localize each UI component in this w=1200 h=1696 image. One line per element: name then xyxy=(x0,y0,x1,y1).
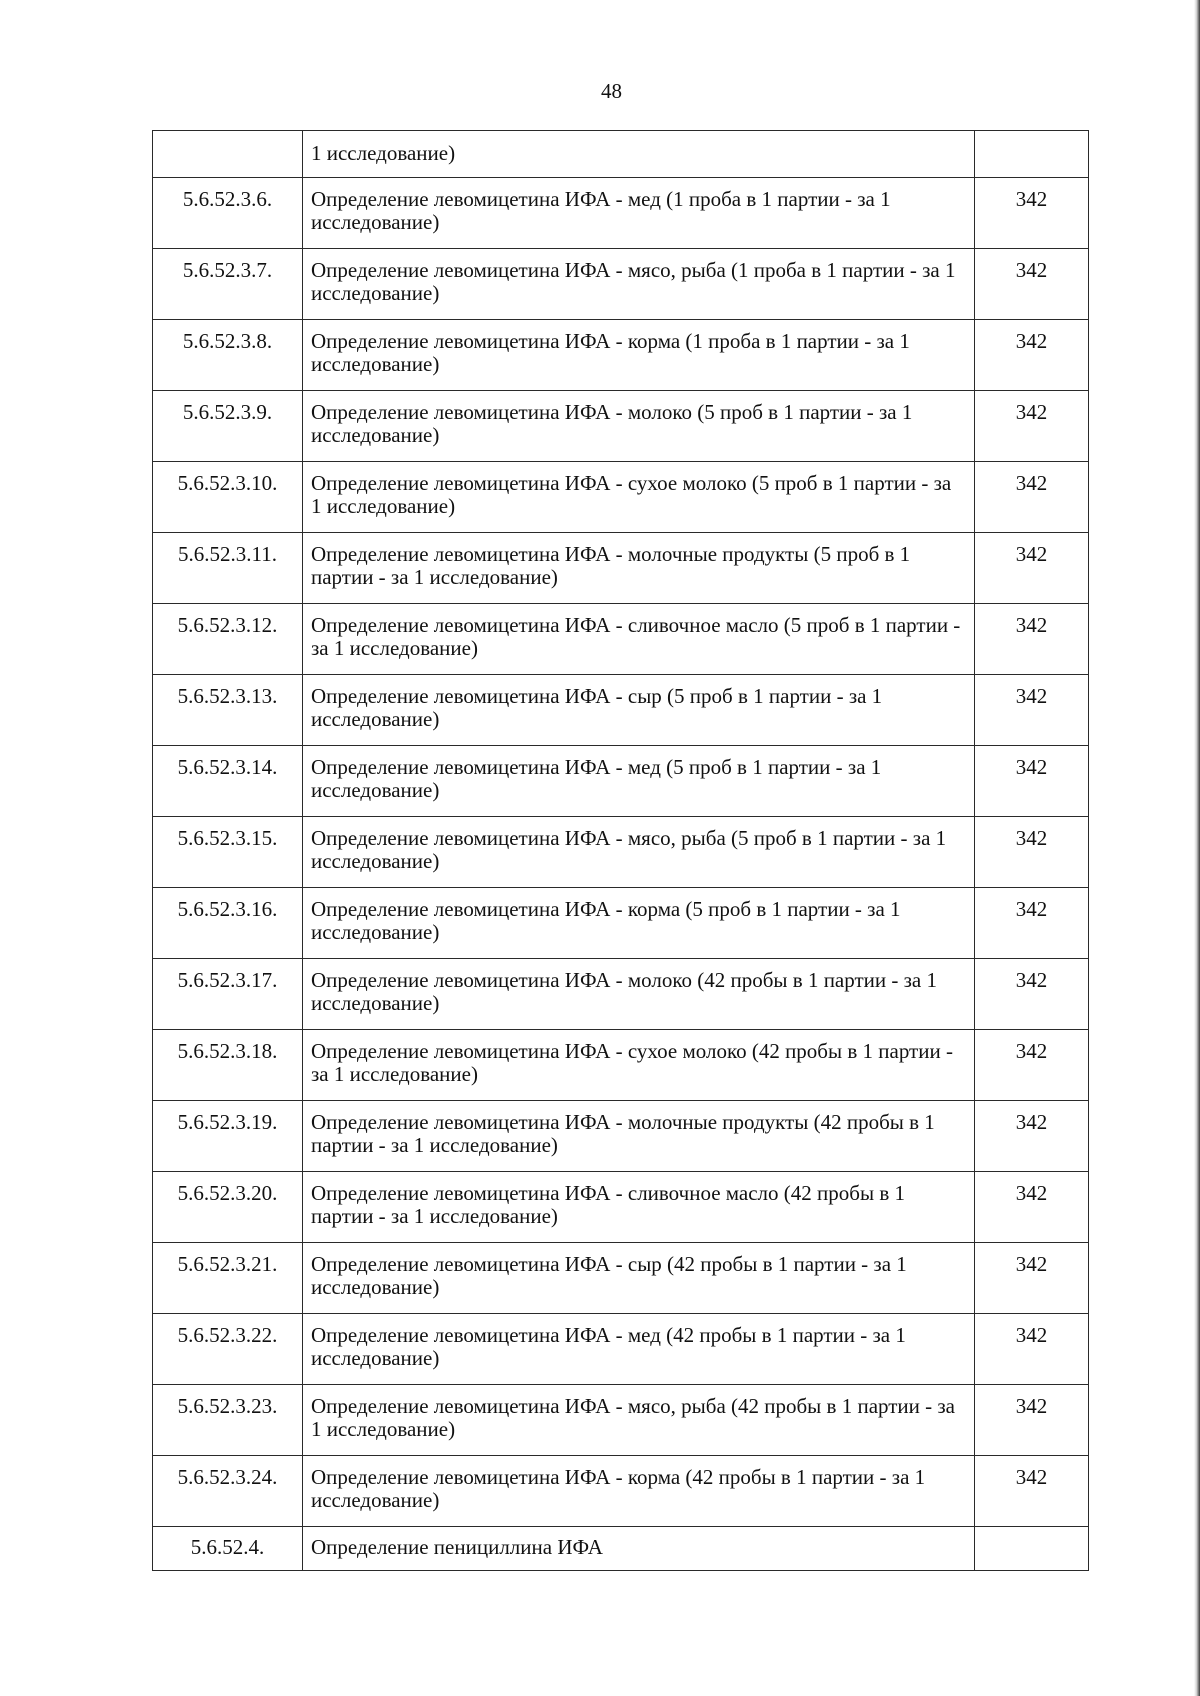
row-name: Определение левомицетина ИФА - сливочное масло (5 проб в 1 партии - за 1 исследование) xyxy=(303,604,975,675)
table-row xyxy=(153,888,1089,959)
row-price: 342 xyxy=(975,1314,1089,1385)
row-price: 342 xyxy=(975,1456,1089,1527)
row-name: Определение левомицетина ИФА - сухое молоко (42 пробы в 1 партии - за 1 исследование) xyxy=(303,1030,975,1101)
table-row xyxy=(153,1172,1089,1243)
row-name: 1 исследование) xyxy=(303,131,975,178)
row-price: 342 xyxy=(975,391,1089,462)
row-code: 5.6.52.3.21. xyxy=(153,1243,303,1314)
row-name: Определение левомицетина ИФА - мед (5 проб в 1 партии - за 1 исследование) xyxy=(303,746,975,817)
table-row xyxy=(153,1385,1089,1456)
price-table xyxy=(152,130,1089,1571)
row-code: 5.6.52.3.18. xyxy=(153,1030,303,1101)
row-code: 5.6.52.3.8. xyxy=(153,320,303,391)
table-row xyxy=(153,675,1089,746)
table-row xyxy=(153,959,1089,1030)
table-row xyxy=(153,178,1089,249)
row-price: 342 xyxy=(975,249,1089,320)
row-code: 5.6.52.3.13. xyxy=(153,675,303,746)
row-code: 5.6.52.3.24. xyxy=(153,1456,303,1527)
row-code xyxy=(153,131,303,178)
row-name: Определение левомицетина ИФА - мед (1 проба в 1 партии - за 1 исследование) xyxy=(303,178,975,249)
row-name: Определение левомицетина ИФА - молочные продукты (5 проб в 1 партии - за 1 исследование) xyxy=(303,533,975,604)
row-name: Определение левомицетина ИФА - корма (5 проб в 1 партии - за 1 исследование) xyxy=(303,888,975,959)
table-row xyxy=(153,533,1089,604)
row-price: 342 xyxy=(975,320,1089,391)
row-code: 5.6.52.3.16. xyxy=(153,888,303,959)
row-code: 5.6.52.3.17. xyxy=(153,959,303,1030)
row-code: 5.6.52.3.9. xyxy=(153,391,303,462)
row-name: Определение левомицетина ИФА - мясо, рыба (42 пробы в 1 партии - за 1 исследование) xyxy=(303,1385,975,1456)
row-code: 5.6.52.3.6. xyxy=(153,178,303,249)
table-row xyxy=(153,746,1089,817)
row-price: 342 xyxy=(975,604,1089,675)
row-name: Определение левомицетина ИФА - сыр (42 пробы в 1 партии - за 1 исследование) xyxy=(303,1243,975,1314)
row-price: 342 xyxy=(975,178,1089,249)
row-code: 5.6.52.3.12. xyxy=(153,604,303,675)
row-price: 342 xyxy=(975,462,1089,533)
row-name: Определение левомицетина ИФА - мясо, рыба (5 проб в 1 партии - за 1 исследование) xyxy=(303,817,975,888)
row-price: 342 xyxy=(975,1030,1089,1101)
row-name: Определение левомицетина ИФА - мясо, рыба (1 проба в 1 партии - за 1 исследование) xyxy=(303,249,975,320)
table-row xyxy=(153,1101,1089,1172)
row-price: 342 xyxy=(975,959,1089,1030)
row-name: Определение левомицетина ИФА - сыр (5 проб в 1 партии - за 1 исследование) xyxy=(303,675,975,746)
table-row xyxy=(153,391,1089,462)
row-price: 342 xyxy=(975,817,1089,888)
row-name: Определение левомицетина ИФА - сухое молоко (5 проб в 1 партии - за 1 исследование) xyxy=(303,462,975,533)
row-price: 342 xyxy=(975,888,1089,959)
row-price: 342 xyxy=(975,1172,1089,1243)
table-row xyxy=(153,604,1089,675)
row-code: 5.6.52.3.11. xyxy=(153,533,303,604)
row-name: Определение левомицетина ИФА - мед (42 пробы в 1 партии - за 1 исследование) xyxy=(303,1314,975,1385)
row-price: 342 xyxy=(975,675,1089,746)
row-price xyxy=(975,131,1089,178)
table-row xyxy=(153,1314,1089,1385)
row-price: 342 xyxy=(975,1101,1089,1172)
row-code: 5.6.52.3.10. xyxy=(153,462,303,533)
table-row xyxy=(153,249,1089,320)
row-code: 5.6.52.3.23. xyxy=(153,1385,303,1456)
table-row xyxy=(153,131,1089,178)
row-code: 5.6.52.4. xyxy=(153,1527,303,1571)
row-price: 342 xyxy=(975,1385,1089,1456)
row-code: 5.6.52.3.15. xyxy=(153,817,303,888)
row-code: 5.6.52.3.20. xyxy=(153,1172,303,1243)
table-row xyxy=(153,1030,1089,1101)
row-code: 5.6.52.3.22. xyxy=(153,1314,303,1385)
row-code: 5.6.52.3.19. xyxy=(153,1101,303,1172)
price-table-body xyxy=(153,131,1089,1571)
table-row xyxy=(153,1527,1089,1571)
row-code: 5.6.52.3.14. xyxy=(153,746,303,817)
row-name: Определение пенициллина ИФА xyxy=(303,1527,975,1571)
row-price xyxy=(975,1527,1089,1571)
row-price: 342 xyxy=(975,1243,1089,1314)
page-number: 48 xyxy=(601,79,622,103)
row-price: 342 xyxy=(975,746,1089,817)
table-row xyxy=(153,462,1089,533)
row-name: Определение левомицетина ИФА - корма (1 проба в 1 партии - за 1 исследование) xyxy=(303,320,975,391)
row-price: 342 xyxy=(975,533,1089,604)
row-code: 5.6.52.3.7. xyxy=(153,249,303,320)
row-name: Определение левомицетина ИФА - корма (42 пробы в 1 партии - за 1 исследование) xyxy=(303,1456,975,1527)
table-row xyxy=(153,1243,1089,1314)
table-row xyxy=(153,1456,1089,1527)
scan-edge-shadow xyxy=(1194,0,1200,1696)
row-name: Определение левомицетина ИФА - сливочное масло (42 пробы в 1 партии - за 1 исследование) xyxy=(303,1172,975,1243)
table-row xyxy=(153,320,1089,391)
row-name: Определение левомицетина ИФА - молочные продукты (42 пробы в 1 партии - за 1 исследование) xyxy=(303,1101,975,1172)
row-name: Определение левомицетина ИФА - молоко (42 пробы в 1 партии - за 1 исследование) xyxy=(303,959,975,1030)
row-name: Определение левомицетина ИФА - молоко (5 проб в 1 партии - за 1 исследование) xyxy=(303,391,975,462)
table-row xyxy=(153,817,1089,888)
